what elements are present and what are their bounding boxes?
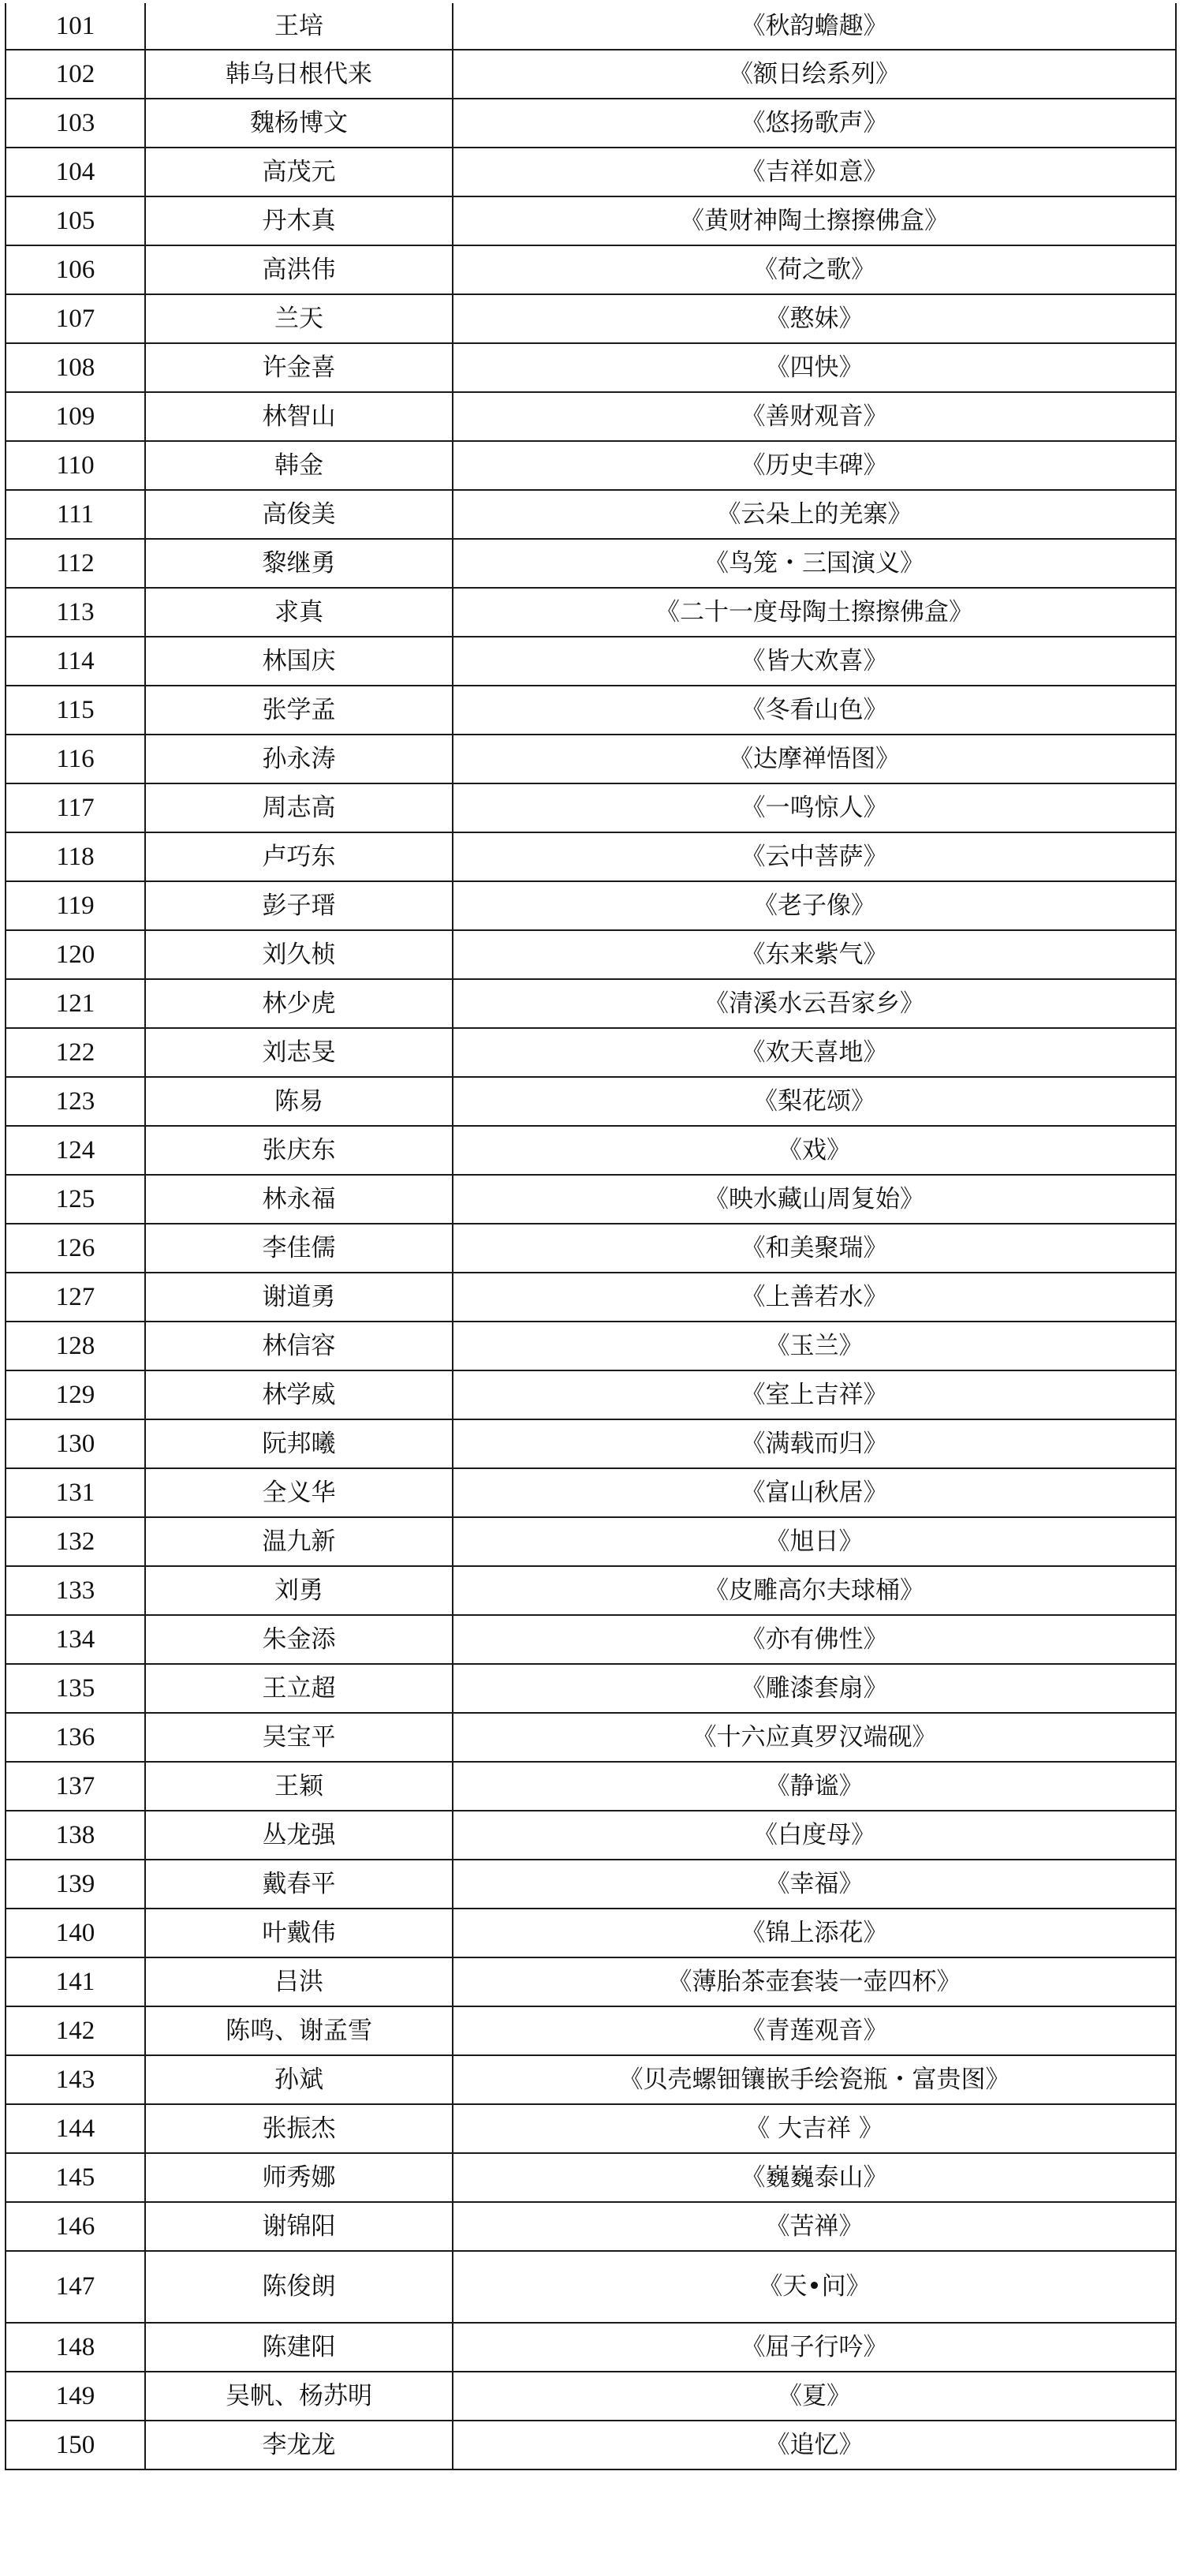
row-number: 145 (6, 2153, 145, 2202)
work-title: 《富山秋居》 (453, 1468, 1176, 1517)
table-row (6, 2251, 1176, 2323)
table-row (6, 979, 1176, 1028)
author-name: 彭子瑨 (145, 881, 453, 930)
row-number: 146 (6, 2202, 145, 2251)
author-name: 孙斌 (145, 2055, 453, 2104)
work-title: 《云朵上的羌寨》 (453, 490, 1176, 539)
table-row (6, 1811, 1176, 1860)
table-row (6, 686, 1176, 735)
row-number: 110 (6, 441, 145, 490)
work-title: 《二十一度母陶土擦擦佛盒》 (453, 588, 1176, 637)
table-row (6, 1860, 1176, 1909)
author-name: 求真 (145, 588, 453, 637)
row-number: 128 (6, 1322, 145, 1370)
work-title: 《亦有佛性》 (453, 1615, 1176, 1664)
author-name: 韩乌日根代来 (145, 50, 453, 99)
author-name: 林永福 (145, 1175, 453, 1224)
author-name: 谢锦阳 (145, 2202, 453, 2251)
row-number: 119 (6, 881, 145, 930)
work-title: 《幸福》 (453, 1860, 1176, 1909)
work-title: 《四快》 (453, 343, 1176, 392)
author-name: 朱金添 (145, 1615, 453, 1664)
row-number: 138 (6, 1811, 145, 1860)
table-row (6, 245, 1176, 294)
row-number: 140 (6, 1909, 145, 1957)
work-title: 《白度母》 (453, 1811, 1176, 1860)
work-title: 《黄财神陶土擦擦佛盒》 (453, 196, 1176, 245)
row-number: 108 (6, 343, 145, 392)
table-row (6, 343, 1176, 392)
roster-table-body (6, 3, 1176, 2469)
author-name: 高茂元 (145, 148, 453, 196)
author-name: 李龙龙 (145, 2421, 453, 2469)
table-row (6, 99, 1176, 148)
work-title: 《上善若水》 (453, 1273, 1176, 1322)
author-name: 魏杨博文 (145, 99, 453, 148)
row-number: 103 (6, 99, 145, 148)
work-title: 《清溪水云吾家乡》 (453, 979, 1176, 1028)
row-number: 132 (6, 1517, 145, 1566)
row-number: 149 (6, 2372, 145, 2421)
row-number: 134 (6, 1615, 145, 1664)
table-row (6, 3, 1176, 50)
work-title: 《鸟笼・三国演义》 (453, 539, 1176, 588)
work-title: 《贝壳螺钿镶嵌手绘瓷瓶・富贵图》 (453, 2055, 1176, 2104)
table-row (6, 1517, 1176, 1566)
author-name: 周志高 (145, 783, 453, 832)
table-row (6, 1762, 1176, 1811)
author-name: 韩金 (145, 441, 453, 490)
row-number: 150 (6, 2421, 145, 2469)
row-number: 142 (6, 2006, 145, 2055)
work-title: 《荷之歌》 (453, 245, 1176, 294)
author-name: 陈俊朗 (145, 2251, 453, 2323)
row-number: 148 (6, 2323, 145, 2372)
table-row (6, 490, 1176, 539)
author-name: 林智山 (145, 392, 453, 441)
table-row (6, 50, 1176, 99)
work-title: 《欢天喜地》 (453, 1028, 1176, 1077)
row-number: 109 (6, 392, 145, 441)
work-title: 《追忆》 (453, 2421, 1176, 2469)
work-title: 《憨妹》 (453, 294, 1176, 343)
table-row (6, 196, 1176, 245)
row-number: 101 (6, 3, 145, 50)
work-title: 《达摩禅悟图》 (453, 735, 1176, 783)
author-name: 张庆东 (145, 1126, 453, 1175)
table-row (6, 2202, 1176, 2251)
author-name: 林国庆 (145, 637, 453, 686)
author-name: 温九新 (145, 1517, 453, 1566)
author-name: 林少虎 (145, 979, 453, 1028)
author-name: 王颖 (145, 1762, 453, 1811)
author-name: 林信容 (145, 1322, 453, 1370)
work-title: 《旭日》 (453, 1517, 1176, 1566)
author-name: 孙永涛 (145, 735, 453, 783)
table-row (6, 637, 1176, 686)
table-row (6, 1224, 1176, 1273)
row-number: 133 (6, 1566, 145, 1615)
table-row (6, 2104, 1176, 2153)
work-title: 《吉祥如意》 (453, 148, 1176, 196)
row-number: 124 (6, 1126, 145, 1175)
row-number: 111 (6, 490, 145, 539)
work-title: 《冬看山色》 (453, 686, 1176, 735)
table-row (6, 1077, 1176, 1126)
table-row (6, 1028, 1176, 1077)
author-name: 丹木真 (145, 196, 453, 245)
row-number: 107 (6, 294, 145, 343)
row-number: 122 (6, 1028, 145, 1077)
author-name: 王培 (145, 3, 453, 50)
row-number: 104 (6, 148, 145, 196)
table-row (6, 1615, 1176, 1664)
work-title: 《皆大欢喜》 (453, 637, 1176, 686)
author-name: 张振杰 (145, 2104, 453, 2153)
work-title: 《一鸣惊人》 (453, 783, 1176, 832)
author-name: 叶戴伟 (145, 1909, 453, 1957)
work-title: 《额日绘系列》 (453, 50, 1176, 99)
author-name: 卢巧东 (145, 832, 453, 881)
author-name: 高洪伟 (145, 245, 453, 294)
author-name: 张学孟 (145, 686, 453, 735)
row-number: 143 (6, 2055, 145, 2104)
row-number: 136 (6, 1713, 145, 1762)
author-name: 刘志旻 (145, 1028, 453, 1077)
author-name: 戴春平 (145, 1860, 453, 1909)
author-name: 陈易 (145, 1077, 453, 1126)
author-name: 刘久桢 (145, 930, 453, 979)
row-number: 141 (6, 1957, 145, 2006)
row-number: 129 (6, 1370, 145, 1419)
work-title: 《 大吉祥 》 (453, 2104, 1176, 2153)
author-name: 陈建阳 (145, 2323, 453, 2372)
row-number: 120 (6, 930, 145, 979)
table-row (6, 294, 1176, 343)
row-number: 123 (6, 1077, 145, 1126)
author-name: 谢道勇 (145, 1273, 453, 1322)
row-number: 117 (6, 783, 145, 832)
work-title: 《苦禅》 (453, 2202, 1176, 2251)
roster-table (5, 3, 1177, 2470)
work-title: 《皮雕高尔夫球桶》 (453, 1566, 1176, 1615)
table-row (6, 392, 1176, 441)
work-title: 《善财观音》 (453, 392, 1176, 441)
row-number: 102 (6, 50, 145, 99)
table-row (6, 1664, 1176, 1713)
row-number: 106 (6, 245, 145, 294)
table-row (6, 1322, 1176, 1370)
author-name: 刘勇 (145, 1566, 453, 1615)
table-row (6, 441, 1176, 490)
table-row (6, 783, 1176, 832)
row-number: 139 (6, 1860, 145, 1909)
author-name: 师秀娜 (145, 2153, 453, 2202)
author-name: 全义华 (145, 1468, 453, 1517)
work-title: 《静谧》 (453, 1762, 1176, 1811)
table-row (6, 588, 1176, 637)
author-name: 兰天 (145, 294, 453, 343)
table-row (6, 881, 1176, 930)
table-row (6, 2153, 1176, 2202)
row-number: 115 (6, 686, 145, 735)
table-row (6, 1419, 1176, 1468)
row-number: 121 (6, 979, 145, 1028)
row-number: 116 (6, 735, 145, 783)
work-title: 《薄胎茶壶套装一壶四杯》 (453, 1957, 1176, 2006)
work-title: 《十六应真罗汉端砚》 (453, 1713, 1176, 1762)
author-name: 高俊美 (145, 490, 453, 539)
work-title: 《老子像》 (453, 881, 1176, 930)
row-number: 114 (6, 637, 145, 686)
row-number: 118 (6, 832, 145, 881)
table-row (6, 2006, 1176, 2055)
table-row (6, 1566, 1176, 1615)
author-name: 陈鸣、谢孟雪 (145, 2006, 453, 2055)
table-row (6, 1957, 1176, 2006)
row-number: 131 (6, 1468, 145, 1517)
table-row (6, 2372, 1176, 2421)
work-title: 《满载而归》 (453, 1419, 1176, 1468)
row-number: 113 (6, 588, 145, 637)
work-title: 《玉兰》 (453, 1322, 1176, 1370)
work-title: 《青莲观音》 (453, 2006, 1176, 2055)
work-title: 《锦上添花》 (453, 1909, 1176, 1957)
author-name: 阮邦曦 (145, 1419, 453, 1468)
work-title: 《悠扬歌声》 (453, 99, 1176, 148)
row-number: 135 (6, 1664, 145, 1713)
table-row (6, 1713, 1176, 1762)
work-title: 《天•问》 (453, 2251, 1176, 2323)
table-row (6, 930, 1176, 979)
row-number: 127 (6, 1273, 145, 1322)
author-name: 丛龙强 (145, 1811, 453, 1860)
work-title: 《和美聚瑞》 (453, 1224, 1176, 1273)
table-row (6, 1175, 1176, 1224)
work-title: 《屈子行吟》 (453, 2323, 1176, 2372)
work-title: 《历史丰碑》 (453, 441, 1176, 490)
work-title: 《戏》 (453, 1126, 1176, 1175)
table-row (6, 1273, 1176, 1322)
row-number: 144 (6, 2104, 145, 2153)
row-number: 125 (6, 1175, 145, 1224)
table-row (6, 1468, 1176, 1517)
author-name: 吕洪 (145, 1957, 453, 2006)
work-title: 《梨花颂》 (453, 1077, 1176, 1126)
row-number: 126 (6, 1224, 145, 1273)
work-title: 《东来紫气》 (453, 930, 1176, 979)
work-title: 《室上吉祥》 (453, 1370, 1176, 1419)
table-row (6, 2421, 1176, 2469)
table-row (6, 148, 1176, 196)
author-name: 吴宝平 (145, 1713, 453, 1762)
work-title: 《秋韵蟾趣》 (453, 3, 1176, 50)
table-row (6, 1126, 1176, 1175)
author-name: 林学威 (145, 1370, 453, 1419)
row-number: 137 (6, 1762, 145, 1811)
table-row (6, 539, 1176, 588)
row-number: 112 (6, 539, 145, 588)
work-title: 《映水藏山周复始》 (453, 1175, 1176, 1224)
table-row (6, 2055, 1176, 2104)
work-title: 《雕漆套扇》 (453, 1664, 1176, 1713)
work-title: 《云中菩萨》 (453, 832, 1176, 881)
author-name: 王立超 (145, 1664, 453, 1713)
table-row (6, 735, 1176, 783)
row-number: 130 (6, 1419, 145, 1468)
work-title: 《巍巍泰山》 (453, 2153, 1176, 2202)
table-row (6, 1909, 1176, 1957)
author-name: 许金喜 (145, 343, 453, 392)
table-row (6, 832, 1176, 881)
author-name: 吴帆、杨苏明 (145, 2372, 453, 2421)
row-number: 147 (6, 2251, 145, 2323)
author-name: 李佳儒 (145, 1224, 453, 1273)
table-row (6, 2323, 1176, 2372)
work-title: 《夏》 (453, 2372, 1176, 2421)
author-name: 黎继勇 (145, 539, 453, 588)
table-row (6, 1370, 1176, 1419)
row-number: 105 (6, 196, 145, 245)
